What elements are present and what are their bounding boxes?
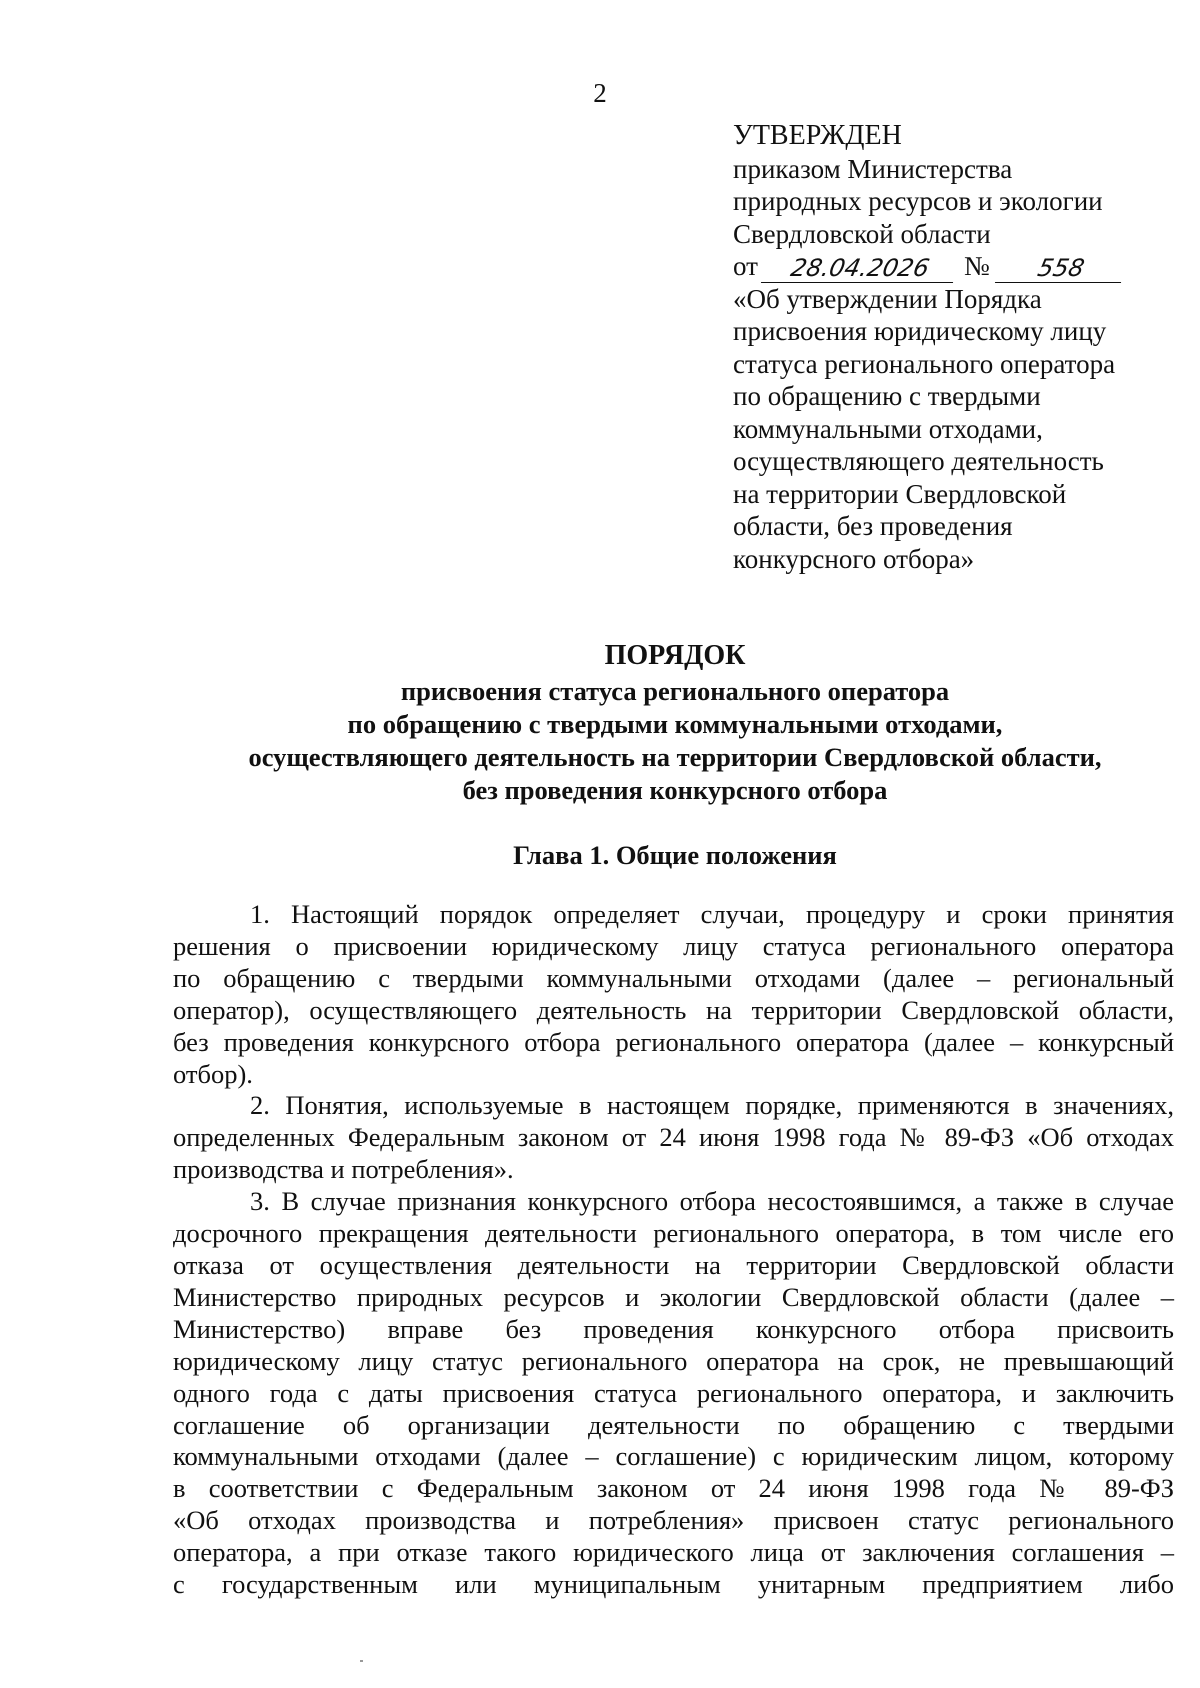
document-title bbox=[0, 637, 1200, 807]
approval-stamp: УТВЕРЖДЕН bbox=[733, 120, 902, 151]
approval-subject-line: «Об утверждении Порядка bbox=[733, 283, 1042, 314]
paragraph-line: одного года с даты присвоения статуса регионального оператора, и заключить bbox=[173, 1377, 1174, 1408]
paragraph-line: отбор). bbox=[173, 1058, 253, 1089]
approval-subject-line: осуществляющего деятельность bbox=[733, 446, 1104, 476]
number-label: № bbox=[963, 251, 990, 281]
approval-subject-line: конкурсного отбора» bbox=[733, 543, 975, 574]
title-heading: ПОРЯДОК bbox=[604, 640, 746, 671]
scan-speck bbox=[360, 1660, 363, 1662]
title-line: присвоения статуса регионального оператора bbox=[400, 676, 950, 706]
paragraph-line: в соответствии с Федеральным законом от 24 июня 1998 года № 89-ФЗ bbox=[173, 1473, 1174, 1504]
paragraph-line: «Об отходах производства и потребления» присвоен статус регионального bbox=[173, 1505, 1174, 1536]
paragraph-line: отказа от осуществления деятельности на территории Свердловской области bbox=[173, 1249, 1174, 1280]
approval-subject-line: на территории Свердловской bbox=[733, 478, 1067, 509]
paragraph-line: юридическому лицу статус регионального оператора на срок, не превышающий bbox=[173, 1345, 1174, 1376]
paragraph-line: досрочного прекращения деятельности регионального оператора, в том числе его bbox=[173, 1218, 1174, 1249]
title-line: осуществляющего деятельность на территории Свердловской области, bbox=[248, 742, 1102, 772]
approval-subject-line: коммунальными отходами, bbox=[733, 413, 1043, 444]
paragraph-line: без проведения конкурсного отбора регионального оператора (далее – конкурсный bbox=[173, 1026, 1174, 1057]
paragraph-line: производства и потребления». bbox=[173, 1154, 514, 1185]
approval-subject-line: статуса регионального оператора bbox=[733, 348, 1116, 379]
handwritten-number: 558 bbox=[995, 254, 1127, 283]
paragraph-line: оператор), осуществляющего деятельность на территории Свердловской области, bbox=[173, 994, 1174, 1025]
paragraph-line: оператора, а при отказе такого юридического лица от заключения соглашения – bbox=[173, 1537, 1174, 1568]
page-number: 2 bbox=[593, 78, 607, 108]
approval-block bbox=[733, 120, 1153, 575]
paragraph-line: 2. Понятия, используемые в настоящем порядке, применяются в значениях, bbox=[250, 1090, 1174, 1121]
title-line: по обращению с твердыми коммунальными отходами, bbox=[347, 709, 1003, 739]
paragraph-line: определенных Федеральным законом от 24 июня 1998 года № 89-ФЗ «Об отходах bbox=[173, 1122, 1174, 1153]
approval-line: приказом Министерства bbox=[733, 153, 1013, 184]
paragraph-line: 1. Настоящий порядок определяет случаи, процедуру и сроки принятия bbox=[250, 899, 1174, 929]
paragraph-line: Министерство природных ресурсов и экологии Свердловской области (далее – bbox=[173, 1281, 1174, 1312]
paragraph-line: решения о присвоении юридическому лицу статуса регионального оператора bbox=[173, 930, 1174, 961]
approval-subject-line: области, без проведения bbox=[733, 511, 1013, 541]
approval-line: природных ресурсов и экологии bbox=[733, 186, 1103, 216]
paragraph-line: по обращению с твердыми коммунальными отходами (далее – региональный bbox=[173, 962, 1174, 993]
paragraph-line: коммунальными отходами (далее – соглашение) с юридическим лицом, которому bbox=[173, 1441, 1174, 1472]
paragraph-line: 3. В случае признания конкурсного отбора несостоявшимся, а также в случае bbox=[250, 1186, 1174, 1217]
approval-subject-line: по обращению с твердыми bbox=[733, 381, 1041, 411]
approval-date-row bbox=[733, 250, 1153, 283]
paragraph-line: Министерство) вправе без проведения конкурсного отбора присвоить bbox=[173, 1313, 1174, 1344]
paragraph-line: с государственным или муниципальным унитарным предприятием либо bbox=[173, 1569, 1174, 1600]
date-prefix: от bbox=[733, 251, 758, 281]
approval-subject-line: присвоения юридическому лицу bbox=[733, 316, 1107, 346]
title-line: без проведения конкурсного отбора bbox=[462, 775, 888, 805]
paragraph-line: соглашение об организации деятельности по обращению с твердыми bbox=[173, 1409, 1174, 1440]
body-text bbox=[173, 899, 1174, 1601]
approval-line: Свердловской области bbox=[733, 218, 991, 249]
chapter-heading: Глава 1. Общие положения bbox=[513, 840, 837, 870]
handwritten-date: 28.04.2026 bbox=[761, 254, 959, 283]
